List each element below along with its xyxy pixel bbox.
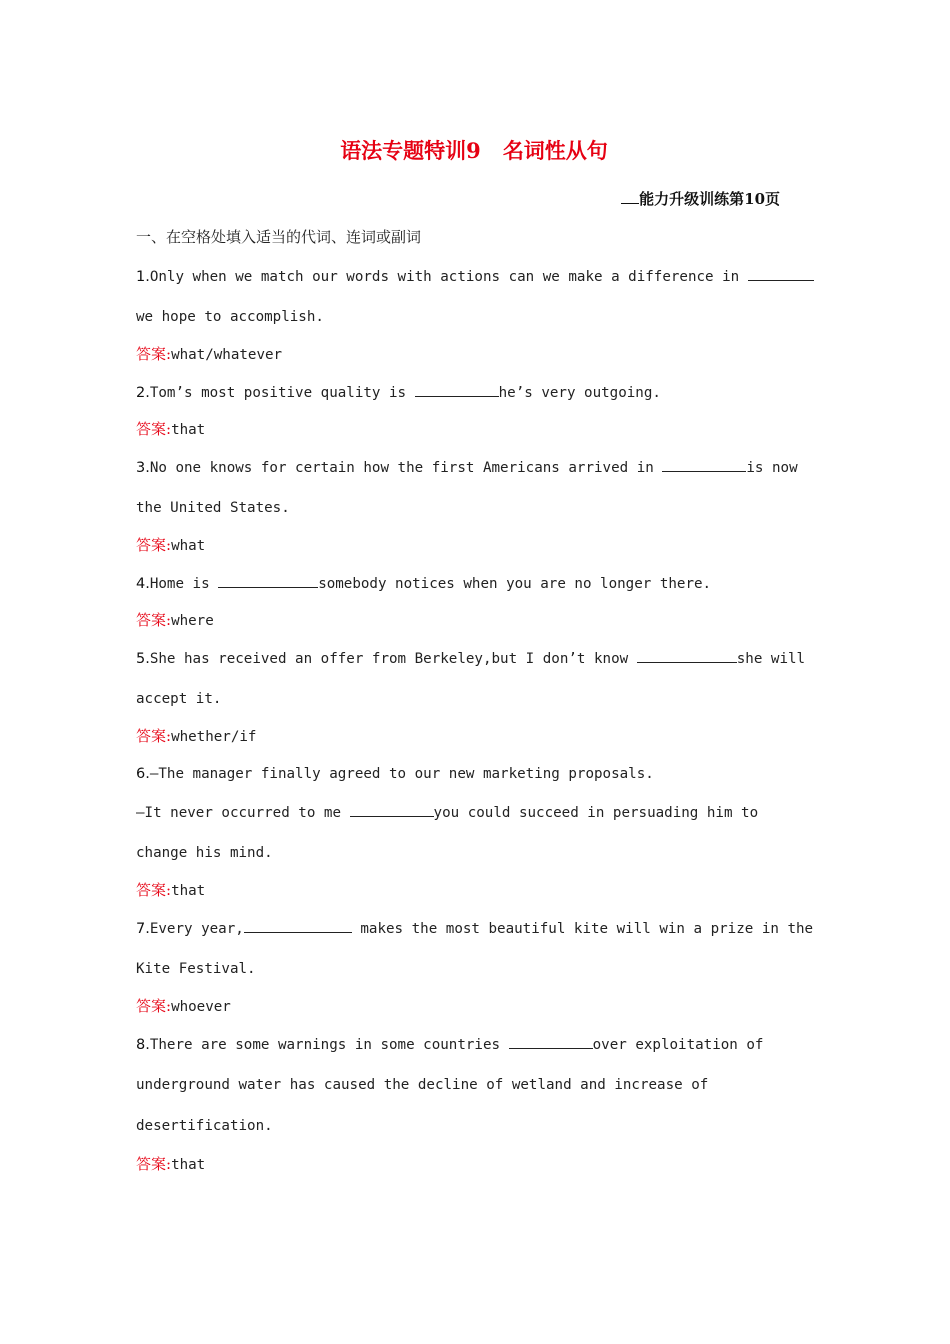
question-text-tail: you could succeed in persuading him to xyxy=(433,805,759,821)
question-text-tail: over exploitation of xyxy=(592,1037,764,1053)
answer-label: 答案: xyxy=(136,611,172,629)
answer-value: that xyxy=(171,883,206,899)
subtitle xyxy=(621,188,780,210)
answer-blank xyxy=(748,266,814,281)
question-number: 8. xyxy=(136,1037,150,1053)
question-1-line-2: we hope to accomplish. xyxy=(136,309,324,325)
question-text: —It never occurred to me xyxy=(136,805,341,821)
answer-label: 答案: xyxy=(136,997,172,1015)
question-8-answer xyxy=(136,1154,205,1175)
answer-blank xyxy=(218,573,318,588)
question-number: 2. xyxy=(136,385,150,401)
answer-value: what/whatever xyxy=(171,347,283,363)
answer-label: 答案: xyxy=(136,881,172,899)
question-text: She has received an offer from Berkeley,but I don’t know xyxy=(149,651,629,667)
question-4-line-1 xyxy=(136,573,711,594)
question-number: 4. xyxy=(136,576,150,592)
question-3-answer xyxy=(136,535,205,556)
answer-value: that xyxy=(171,1157,206,1173)
question-2-line-1 xyxy=(136,382,661,403)
answer-blank xyxy=(350,802,434,817)
question-number: 5. xyxy=(136,651,150,667)
title-part1: 语法专题特训9 xyxy=(340,138,481,163)
answer-label: 答案: xyxy=(136,345,172,363)
question-1-line-1 xyxy=(136,266,814,287)
question-2-answer xyxy=(136,419,205,440)
question-text-tail: he’s very outgoing. xyxy=(498,385,661,401)
answer-blank xyxy=(637,648,737,663)
question-text-tail: makes the most beautiful kite will win a prize in the xyxy=(360,921,814,937)
question-5-answer xyxy=(136,726,256,747)
answer-value: that xyxy=(171,422,206,438)
question-number: 1. xyxy=(136,269,150,285)
question-5-line-2: accept it. xyxy=(136,691,222,707)
question-1-answer xyxy=(136,344,282,365)
answer-blank xyxy=(244,918,352,933)
answer-blank xyxy=(415,382,499,397)
answer-label: 答案: xyxy=(136,536,172,554)
question-text-tail: she will xyxy=(736,651,806,667)
subtitle-underline xyxy=(621,189,639,204)
question-text: Home is xyxy=(149,576,210,592)
section-heading: 一、在空格处填入适当的代词、连词或副词 xyxy=(136,228,422,246)
question-text: No one knows for certain how the first Americans arrived in xyxy=(149,460,654,476)
answer-blank xyxy=(662,457,746,472)
question-text-tail: somebody notices when you are no longer there. xyxy=(318,576,712,592)
question-text: Every year, xyxy=(149,921,244,937)
subtitle-text: 能力升级训练第10页 xyxy=(639,190,780,208)
question-text: There are some warnings in some countries xyxy=(149,1037,501,1053)
answer-value: whoever xyxy=(171,999,231,1015)
answer-value: where xyxy=(171,613,214,629)
answer-label: 答案: xyxy=(136,727,172,745)
question-3-line-1 xyxy=(136,457,798,478)
answer-label: 答案: xyxy=(136,420,172,438)
question-number: 3. xyxy=(136,460,150,476)
answer-value: whether/if xyxy=(171,729,257,745)
question-6-line-2 xyxy=(136,802,758,823)
question-3-line-2: the United States. xyxy=(136,500,290,516)
question-7-line-2: Kite Festival. xyxy=(136,961,256,977)
question-6-line-1 xyxy=(136,764,654,784)
answer-label: 答案: xyxy=(136,1155,172,1173)
question-number: 6. xyxy=(136,766,150,782)
question-number: 7. xyxy=(136,921,150,937)
question-5-line-1 xyxy=(136,648,805,669)
question-6-line-3: change his mind. xyxy=(136,845,273,861)
page-title xyxy=(136,136,812,166)
question-8-line-3: desertification. xyxy=(136,1118,273,1134)
question-8-line-1 xyxy=(136,1034,763,1055)
question-text: Tom’s most positive quality is xyxy=(149,385,407,401)
question-text: —The manager finally agreed to our new marketing proposals. xyxy=(149,766,654,782)
answer-blank xyxy=(509,1034,593,1049)
question-7-answer xyxy=(136,996,231,1017)
question-8-line-2: underground water has caused the decline of wetland and increase of xyxy=(136,1077,709,1093)
question-6-answer xyxy=(136,880,205,901)
question-7-line-1 xyxy=(136,918,813,939)
question-text: Only when we match our words with actions can we make a difference in xyxy=(149,269,740,285)
question-text-tail: is now xyxy=(746,460,798,476)
question-4-answer xyxy=(136,610,214,631)
title-part2: 名词性从句 xyxy=(502,138,608,163)
answer-value: what xyxy=(171,538,206,554)
